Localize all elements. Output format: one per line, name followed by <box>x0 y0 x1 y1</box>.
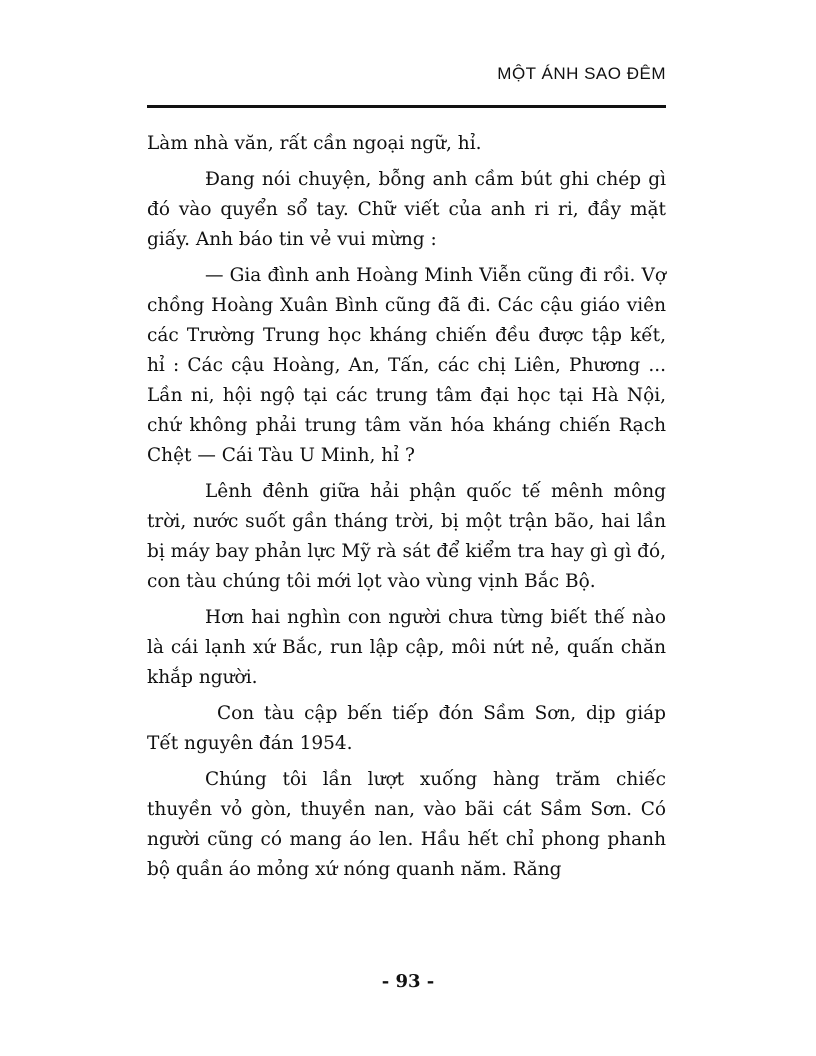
paragraph-4: Lênh đênh giữa hải phận quốc tế mênh mông trời, nước suốt gần tháng trời, bị một trận bão, hai lần bị máy bay phản lực Mỹ rà sát để kiểm tra hay gì gì đó, con tàu chúng tôi mới lọt vào vùng vịnh Bắc Bộ. <box>147 481 666 592</box>
paragraph-2: Đang nói chuyện, bỗng anh cầm bút ghi chép gì đó vào quyển sổ tay. Chữ viết của anh ri ri, đầy mặt giấy. Anh báo tin vẻ vui mừng : <box>147 169 666 250</box>
running-header-title: MỘT ÁNH SAO ĐÊM <box>497 64 666 83</box>
paragraph-6: Con tàu cập bến tiếp đón Sầm Sơn, dịp giáp Tết nguyên đán 1954. <box>147 703 666 754</box>
paragraph-1: Làm nhà văn, rất cần ngoại ngữ, hỉ. <box>147 133 482 154</box>
paragraph-5: Hơn hai nghìn con người chưa từng biết thế nào là cái lạnh xứ Bắc, run lập cập, môi nứt nẻ, quấn chăn khắp người. <box>147 607 666 688</box>
paragraph-7: Chúng tôi lần lượt xuống hàng trăm chiếc thuyền vỏ gòn, thuyền nan, vào bãi cát Sầm Sơn. Có người cũng có mang áo len. Hầu hết chỉ phong phanh bộ quần áo mỏng xứ nóng quanh năm. Răng <box>147 769 666 880</box>
paragraph-3: — Gia đình anh Hoàng Minh Viễn cũng đi rồi. Vợ chồng Hoàng Xuân Bình cũng đã đi. Các cậu giáo viên các Trường Trung học kháng chiến đều được tập kết, hỉ : Các cậu Hoàng, An, Tấn, các chị Liên, Phương ... Lần ni, hội ngộ tại các trung tâm đại học tại Hà Nội, chứ không phải trung tâm văn hóa kháng chiến Rạch Chệt — Cái Tàu U Minh, hỉ ? <box>147 265 666 466</box>
page-number: - 93 - <box>381 971 435 992</box>
body-text <box>147 129 666 891</box>
header-rule <box>147 105 666 108</box>
